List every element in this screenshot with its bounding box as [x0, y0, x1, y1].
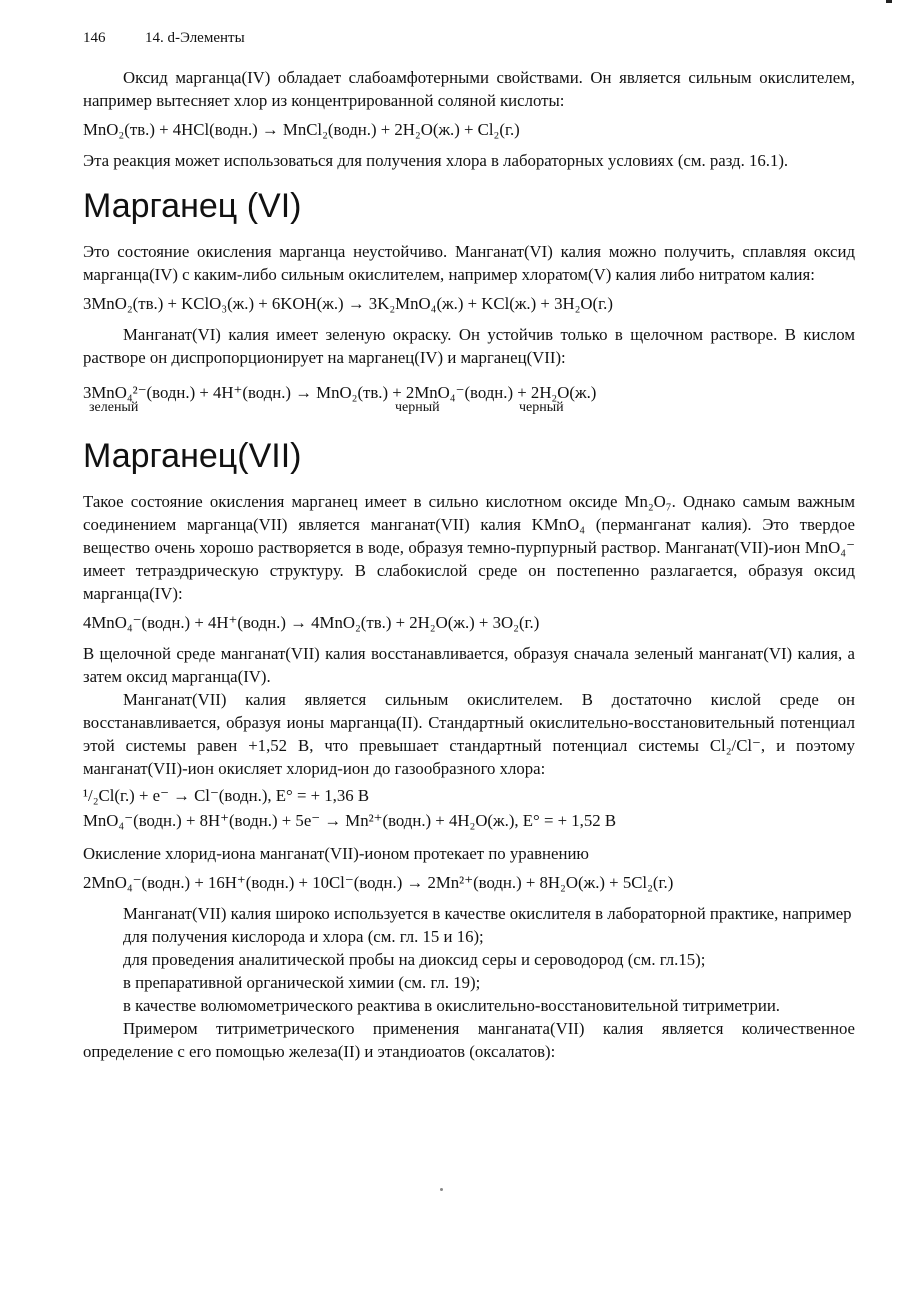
section-heading-manganese-vii: Марганец(VII)	[83, 437, 302, 475]
equation-chloride-oxidation: 2MnO₄⁻(водн.) + 16H⁺(водн.) + 10Cl⁻(водн.) → 2Mn²⁺(водн.) + 8H₂O(ж.) + 5Cl₂(г.)	[83, 873, 674, 892]
mn-vii-paragraph-4: Окисление хлорид-иона манганат(VII)-ионом протекает по уравнению	[83, 844, 589, 863]
label-black-mno2: черный	[395, 400, 440, 415]
section-heading-manganese-vi: Марганец (VI)	[83, 187, 302, 225]
equation-mno2-hcl: MnO₂(тв.) + 4HCl(водн.) → MnCl₂(водн.) + 2H₂O(ж.) + Cl₂(г.)	[83, 120, 520, 139]
mn-vii-paragraph-1: Такое состояние окисления марганец имеет в сильно кислотном оксиде Mn₂O₇. Однако самым важным соединением марганца(VII) является манганат(VII) калия KMnO₄ (перманганат калия). Это твердое вещество очень хорошо растворяется в воде, образуя темно-пурпурный раствор. Манганат(VII)-ион MnO₄⁻ имеет тетраэдрическую структуру. В слабокислой среде он постепенно разлагается, образуя оксид марганца(IV):	[83, 492, 855, 603]
equation-manganate-vi-synthesis: 3MnO₂(тв.) + KClO₃(ж.) + 6KOH(ж.) → 3K₂MnO₄(ж.) + KCl(ж.) + 3H₂O(г.)	[83, 294, 613, 313]
mn-vi-paragraph-1: Это состояние окисления марганца неустойчиво. Манганат(VI) калия можно получить, сплавляя оксид марганца(IV) с каким-либо сильным окислителем, например хлоратом(V) калия либо нитратом калия:	[83, 242, 855, 284]
list-item: в препаративной органической химии (см. гл. 19);	[123, 973, 481, 992]
list-item: в качестве волюмометрического реактива в окислительно-восстановительной титриметрии.	[123, 996, 780, 1015]
mn-vii-paragraph-2: В щелочной среде манганат(VII) калия восстанавливается, образуя сначала зеленый манганат(VI) калия, а затем оксид марганца(IV).	[83, 644, 855, 686]
equation-color-labels	[83, 400, 855, 418]
equation-disproportionation: 3MnO₄²⁻(водн.) + 4H⁺(водн.) → MnO₂(тв.) + 2MnO₄⁻(водн.) + 2H₂O(ж.)	[83, 383, 597, 402]
document-page	[83, 30, 855, 1063]
label-green: зеленый	[89, 400, 139, 415]
mn-vii-paragraph-3: Манганат(VII) калия является сильным окислителем. В достаточно кислой среде он восстанавливается, образуя ионы марганца(II). Стандартный окислительно-восстановительный потенциал этой системы равен +1,52 В, что превышает стандартный потенциал системы Cl₂/Cl⁻, и поэтому манганат(VII)-ион окисляет хлорид-ион до газообразного хлора:	[83, 690, 855, 778]
page-speck	[440, 1188, 443, 1191]
list-item: для получения кислорода и хлора (см. гл. 15 и 16);	[123, 927, 484, 946]
running-header	[83, 30, 855, 47]
intro-paragraph-2: Эта реакция может использоваться для получения хлора в лабораторных условиях (см. разд. 16.1).	[83, 151, 789, 170]
mn-vii-paragraph-5: Манганат(VII) калия широко используется в качестве окислителя в лабораторной практике, например	[123, 904, 852, 923]
mn-vi-paragraph-2: Манганат(VI) калия имеет зеленую окраску. Он устойчив только в щелочном растворе. В кислом растворе он диспропорционирует на марганец(IV) и марганец(VII):	[83, 325, 855, 367]
equation-permanganate-decomposition: 4MnO₄⁻(водн.) + 4H⁺(водн.) → 4MnO₂(тв.) + 2H₂O(ж.) + 3O₂(г.)	[83, 613, 540, 632]
list-item: для проведения аналитической пробы на диоксид серы и сероводород (см. гл.15);	[123, 950, 706, 969]
mn-vii-paragraph-6: Примером титриметрического применения манганата(VII) калия является количественное определение с его помощью железа(II) и этандиоатов (оксалатов):	[83, 1019, 855, 1061]
equation-permanganate-half-reaction: MnO₄⁻(водн.) + 8H⁺(водн.) + 5e⁻ → Mn²⁺(водн.) + 4H₂O(ж.), E° = + 1,52 В	[83, 811, 617, 830]
intro-paragraph-1: Оксид марганца(IV) обладает слабоамфотерными свойствами. Он является сильным окислителем, например вытесняет хлор из концентрированной соляной кислоты:	[83, 68, 855, 110]
page-edge-mark	[886, 0, 892, 3]
chapter-title: 14. d-Элементы	[145, 30, 245, 46]
usage-list	[83, 925, 855, 1017]
equation-chlorine-half-reaction: ¹/₂Cl(г.) + e⁻ → Cl⁻(водн.), E° = + 1,36 В	[83, 786, 370, 805]
page-number: 146	[83, 30, 106, 46]
label-black-mno4: черный	[519, 400, 564, 415]
